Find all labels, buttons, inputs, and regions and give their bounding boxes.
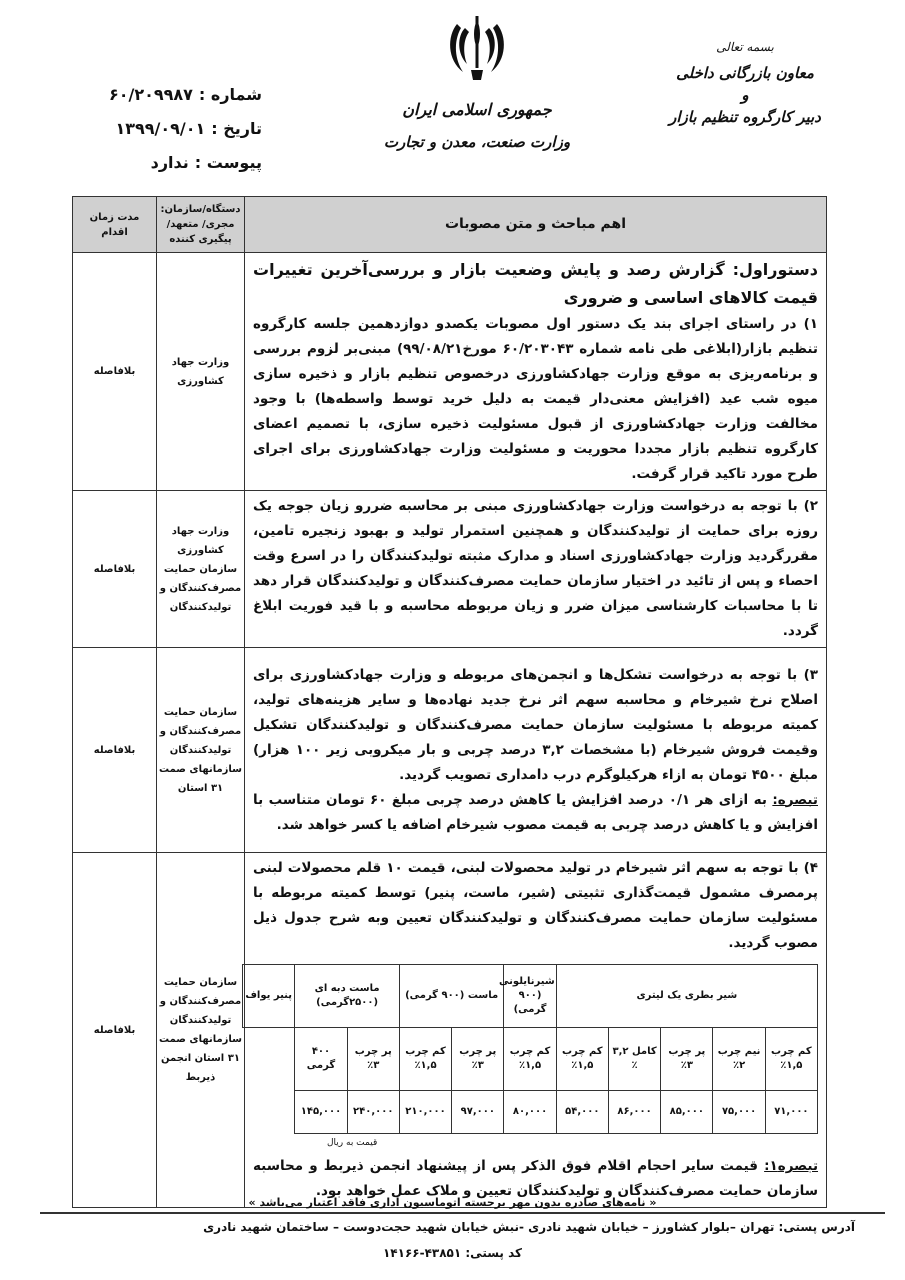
price-cell: ۲۱۰,۰۰۰ (399, 1091, 451, 1134)
resolution-4-text: ۴) با توجه به سهم اثر شیرخام در تولید محصولات لبنی، قیمت ۱۰ قلم محصولات لبنی پرمصرف مشمول قیمت‌گذاری تثبیتی (شیر، ماست، پنیر) توسط کمیته مربوطه با مسئولیت سازمان حمایت مصرف‌کنندگان و تولیدکنندگان تعیین وبه شرح جدول ذیل مصوب گردید. (253, 860, 818, 951)
resolution-3-org: سازمان حمایت مصرف‌کنندگان و تولیدکنندگان سازمانهای صمت ۳۱ استان (157, 648, 245, 853)
dairy-price-table (242, 964, 818, 1134)
ministry-office-block (635, 40, 855, 128)
letter-number-row (82, 78, 262, 112)
group-yogurt: ماست (۹۰۰ گرمی) (399, 965, 504, 1028)
letter-number-value: ۶۰/۲۰۹۹۸۷ (108, 85, 193, 104)
letterhead-center (372, 14, 582, 151)
letter-date-label: تاریخ : (211, 119, 262, 138)
resolution-3-note-text: به ازای هر ۰/۱ درصد افزایش یا کاهش درصد چربی مبلغ ۶۰ تومان متناسب با افزایش و یا کاهش درصد چربی به قیمت مصوب شیرخام اضافه یا کسر خواهد شد. (253, 791, 818, 833)
resolution-4-time: بلافاصله (73, 853, 157, 1208)
postal-address: آدرس پستی: تهران –بلوار کشاورز – خیابان شهید نادری -نبش خیابان شهید حجت‌دوست – ساختمان شهید نادری (203, 1220, 855, 1234)
spec-cell: پر چرب ۳٪ (347, 1028, 399, 1091)
price-unit-note: قیمت به ریال (327, 1138, 378, 1148)
price-cell: ۸۰,۰۰۰ (504, 1091, 556, 1134)
spec-cell: کم چرب ۱,۵٪ (399, 1028, 451, 1091)
group-bottled-milk: شیر بطری یک لیتری (556, 965, 817, 1028)
letter-attachment-value: ندارد (150, 153, 189, 172)
price-value-row (243, 1091, 818, 1134)
letter-attachment-label: پیوست : (194, 153, 262, 172)
table-row (73, 491, 827, 648)
table-row (73, 853, 827, 1208)
resolution-2-text: ۲) با توجه به درخواست وزارت جهادکشاورزی مبنی بر محاسبه ضررو زیان جوجه یک روزه برای حمایت از تولیدکنندگان و همچنین استمرار تولید و بهبود زنجیره تامین، مقررگردید وزارت جهادکشاورزی اسناد و مدارک مثبته تولیدکنندگان را در اسرع وقت احصاء و پس از تائید در اختیار سازمان حمایت مصرف‌کنندگان و تولیدکنندگان قرار دهد تا با محاسبات کارشناسی میزان ضرر و زیان مربوطه محاسبه و با قید فوریت ابلاغ گردد. (253, 498, 818, 639)
basmala-text: بسمه تعالی (716, 40, 774, 54)
resolution-1-org: وزارت جهاد کشاورزی (157, 253, 245, 491)
resolution-3-time: بلافاصله (73, 648, 157, 853)
spec-cell: پر چرب ۳٪ (661, 1028, 713, 1091)
resolution-4-cell (245, 853, 827, 1208)
price-spec-row (243, 1028, 818, 1091)
price-cell: ۸۶,۰۰۰ (608, 1091, 660, 1134)
resolution-1-time: بلافاصله (73, 253, 157, 491)
header-main-topics: اهم مباحث و متن مصوبات (245, 197, 827, 253)
spec-cell: کامل ۳,۲ ٪ (608, 1028, 660, 1091)
table-row (73, 253, 827, 491)
resolution-1-cell (245, 253, 827, 491)
spec-cell: کم چرب ۱,۵٪ (556, 1028, 608, 1091)
resolution-1-text: ۱) در راستای اجرای بند یک دستور اول مصوبات یکصدو دوازدهمین جلسه کارگروه تنظیم بازار(ابلاغی طی نامه شماره ۶۰/۲۰۳۰۴۳ مورخ۹۹/۰۸/۲۱) مبنی‌بر لزوم بررسی و برنامه‌ریزی به موقع وزارت جهادکشاورزی درخصوص تنظیم بازار و ذخیره سازی میوه شب عید (افزایش معنی‌دار قیمت به دلیل خرید توسط واسطه‌ها) با وجود مخالفت وزارت جهادکشاورزی از قبول مسئولیت ذخیره سازی، با تصمیم اعضای کارگروه تنظیم بازار مجددا محوریت و مسئولیت وزارت جهادکشاورزی برای اجرای طرح مورد تاکید قرار گرفت. (253, 316, 818, 482)
price-cell: ۵۴,۰۰۰ (556, 1091, 608, 1134)
price-cell: ۱۴۵,۰۰۰ (295, 1091, 347, 1134)
resolution-3-text: ۳) با توجه به درخواست تشکل‌ها و انجمن‌های مربوطه و وزارت جهادکشاورزی برای اصلاح نرخ شیرخام و محاسبه سهم اثر نرخ جدید نهاده‌ها و سایر هزینه‌های تولید، کمیته مربوطه با مسئولیت سازمان حمایت مصرف‌کنندگان و تولیدکنندگان تشکیل وقیمت فروش شیرخام (با مشخصات ۳,۲ درصد چربی و بار میکروبی زیر ۱۰۰ هزار) مبلغ ۴۵۰۰ تومان به ازاء هرکیلوگرم درب دامداری تصویب گردید. (253, 666, 818, 783)
price-cell: ۲۴۰,۰۰۰ (347, 1091, 399, 1134)
resolution-3-note (253, 788, 818, 838)
price-cell: ۸۵,۰۰۰ (661, 1091, 713, 1134)
header-action-time: مدت زمان اقدام (73, 197, 157, 253)
ministry-name: وزارت صنعت، معدن و تجارت (383, 133, 571, 151)
resolutions-table (72, 196, 827, 1208)
resolution-4-org: سازمان حمایت مصرف‌کنندگان و تولیدکنندگان سازمانهای صمت ۳۱ استان انجمن ذیربط (157, 853, 245, 1208)
group-tub-yogurt: ماست دبه ای (۲۵۰۰گرمی) (295, 965, 400, 1028)
letter-date-value: ۱۳۹۹/۰۹/۰۱ (115, 119, 206, 138)
footer-divider (40, 1212, 885, 1214)
resolution-2-time: بلافاصله (73, 491, 157, 648)
republic-name: جمهوری اسلامی ایران (402, 100, 552, 119)
price-cell: ۹۷,۰۰۰ (452, 1091, 504, 1134)
group-uf-cheese: پنیر یواف (243, 965, 295, 1028)
letter-attachment-row (82, 146, 262, 180)
spec-cell: کم چرب ۱,۵٪ (504, 1028, 556, 1091)
deputy-title: معاون بازرگانی داخلی (676, 64, 814, 82)
resolution-4-note-text: قیمت سایر احجام اقلام فوق الذکر پس از پیشنهاد انجمن ذیربط و محاسبه سازمان حمایت مصرف‌کنندگان و تولیدکنندگان تعیین و ملاک عمل خواهد بود. (253, 1158, 818, 1199)
secretary-title: دبیر کارگروه تنظیم بازار (669, 108, 821, 126)
spec-cell: کم چرب ۱,۵٪ (765, 1028, 817, 1091)
spec-cell: نیم چرب ۲٪ (713, 1028, 765, 1091)
spec-cell: پر چرب ۳٪ (452, 1028, 504, 1091)
price-group-row (243, 965, 818, 1028)
resolution-4-note-label: تبصره۱: (764, 1158, 819, 1174)
resolution-2-cell (245, 491, 827, 648)
validity-notice: « نامه‌های صادره بدون مهر برجسته اتوماسیون اداری فاقد اعتبار می‌باشد » (248, 1196, 657, 1209)
header-organization: دستگاه/سازمان: مجری/ متعهد/ پیگیری کننده (157, 197, 245, 253)
resolution-3-note-label: تبصره: (772, 791, 818, 808)
letter-meta (82, 78, 262, 180)
postal-code: کد پستی: ۴۳۸۵۱-۱۴۱۶۶ (382, 1246, 523, 1260)
price-cell: ۷۵,۰۰۰ (713, 1091, 765, 1134)
resolution-2-org: وزارت جهاد کشاورزی سازمان حمایت مصرف‌کنندگان و تولیدکنندگان (157, 491, 245, 648)
spec-cell: ۴۰۰ گرمی (295, 1028, 347, 1091)
table-header-row (73, 197, 827, 253)
conjunction-text: و (741, 86, 749, 104)
letter-date-row (82, 112, 262, 146)
table-row (73, 648, 827, 853)
iran-emblem-icon (447, 14, 507, 82)
letter-number-label: شماره : (198, 85, 262, 104)
price-cell: ۷۱,۰۰۰ (765, 1091, 817, 1134)
group-pouch-milk: شیرنایلونی (۹۰۰ گرمی) (504, 965, 556, 1028)
resolution-3-cell (245, 648, 827, 853)
agenda-title: دستوراول: گزارش رصد و پایش وضعیت بازار و بررسی‌آخرین تغییرات قیمت کالاهای اساسی و ضروری (253, 260, 818, 307)
